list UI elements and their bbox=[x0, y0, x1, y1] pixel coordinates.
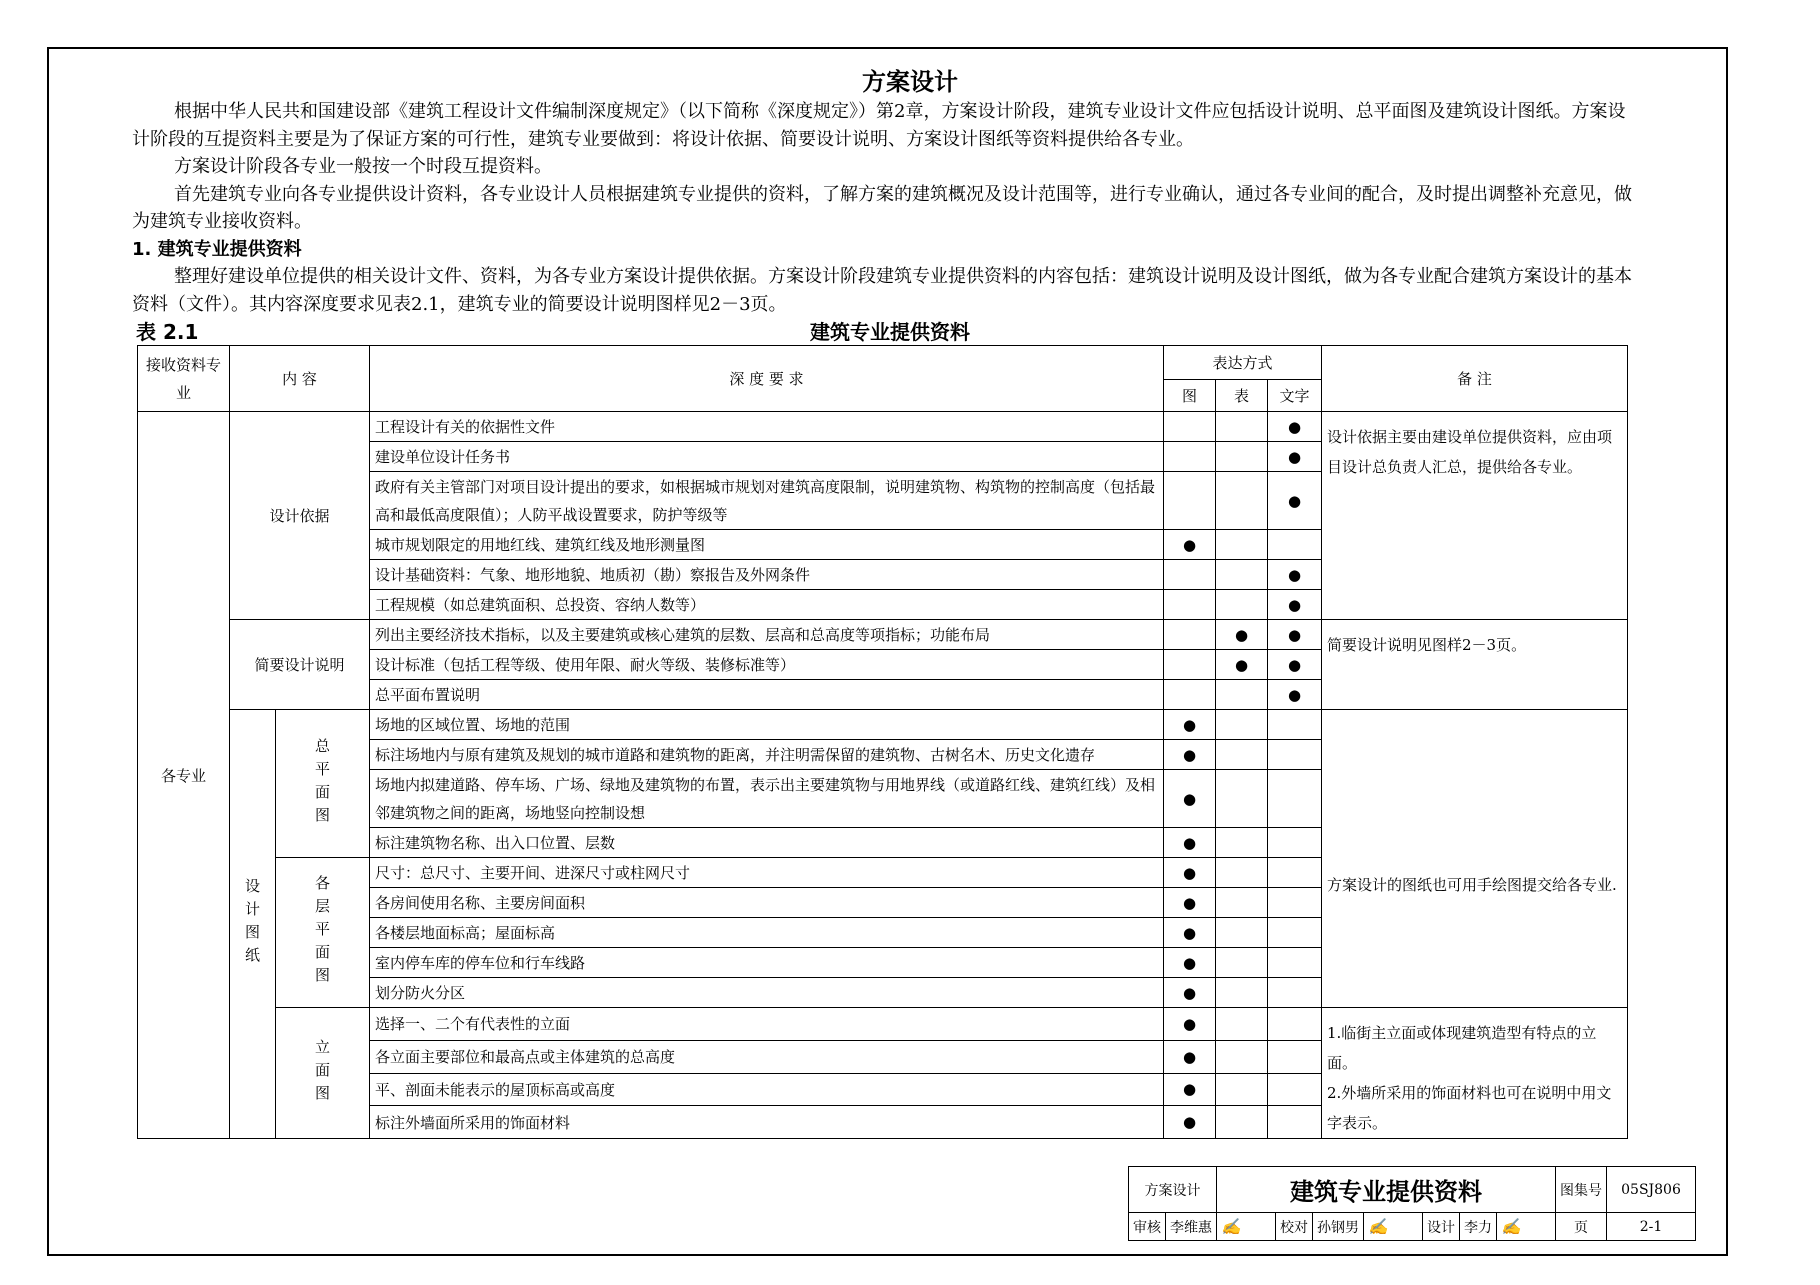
section-heading: 1. 建筑专业提供资料 bbox=[132, 238, 302, 260]
header-fig: 图 bbox=[1164, 380, 1216, 412]
mark-fig: ● bbox=[1164, 530, 1216, 560]
paragraph-1: 根据中华人民共和国建设部《建筑工程设计文件编制深度规定》（以下简称《深度规定》）第2章，方案设计阶段，建筑专业设计文件应包括设计说明、总平面图及建筑设计图纸。方案设计阶段的互提资料主要是为了保证方案的可行性，建筑专业要做到：将设计依据、简要设计说明、方案设计图纸等资料提供给各专业。 bbox=[132, 101, 1626, 150]
header-depth: 深 度 要 求 bbox=[370, 346, 1164, 412]
mark-fig: ● bbox=[1164, 888, 1216, 918]
mark-tab bbox=[1216, 590, 1268, 620]
design-label: 设计 bbox=[1423, 1213, 1460, 1241]
mark-tab bbox=[1216, 1040, 1268, 1073]
mark-text bbox=[1268, 858, 1322, 888]
mark-tab bbox=[1216, 1073, 1268, 1106]
row-text: 场地内拟建道路、停车场、广场、绿地及建筑物的布置，表示出主要建筑物与用地界线（或道路红线、建筑红线）及相邻建筑物之间的距离，场地竖向控制设想 bbox=[370, 770, 1164, 828]
mark-tab bbox=[1216, 858, 1268, 888]
paragraph-2: 方案设计阶段各专业一般按一个时段互提资料。 bbox=[174, 156, 552, 177]
designer-name: 李力 bbox=[1460, 1213, 1497, 1241]
mark-tab bbox=[1216, 472, 1268, 530]
row-text: 标注外墙面所采用的饰面材料 bbox=[370, 1106, 1164, 1139]
table-title: 建筑专业提供资料 bbox=[810, 320, 970, 344]
paragraph-3: 首先建筑专业向各专业提供设计资料，各专业设计人员根据建筑专业提供的资料，了解方案的建筑概况及设计范围等，进行专业确认，通过各专业间的配合，及时提出调整补充意见，做为建筑专业接收资料。 bbox=[132, 183, 1632, 232]
mark-text: ● bbox=[1268, 472, 1322, 530]
page-number: 2-1 bbox=[1607, 1213, 1696, 1241]
mark-fig bbox=[1164, 442, 1216, 472]
proofer-signature bbox=[1364, 1213, 1423, 1241]
mark-fig: ● bbox=[1164, 770, 1216, 828]
mark-text bbox=[1268, 530, 1322, 560]
row-text: 室内停车库的停车位和行车线路 bbox=[370, 948, 1164, 978]
mark-fig: ● bbox=[1164, 948, 1216, 978]
designer-signature bbox=[1497, 1213, 1556, 1241]
mark-tab bbox=[1216, 530, 1268, 560]
body-text bbox=[132, 98, 1632, 318]
mark-text bbox=[1268, 1073, 1322, 1106]
group-floor-plans: 各层平面图 bbox=[276, 858, 370, 1008]
mark-fig bbox=[1164, 680, 1216, 710]
mark-text bbox=[1268, 888, 1322, 918]
atlas-number: 05SJ806 bbox=[1607, 1167, 1696, 1213]
mark-tab bbox=[1216, 948, 1268, 978]
header-content: 内 容 bbox=[230, 346, 370, 412]
requirements-table bbox=[137, 345, 1628, 1139]
mark-text bbox=[1268, 918, 1322, 948]
group-site-plan: 总平面图 bbox=[276, 710, 370, 858]
mark-fig: ● bbox=[1164, 710, 1216, 740]
mark-text: ● bbox=[1268, 680, 1322, 710]
mark-fig bbox=[1164, 650, 1216, 680]
mark-tab: ● bbox=[1216, 650, 1268, 680]
mark-text bbox=[1268, 1106, 1322, 1139]
row-text: 工程规模（如总建筑面积、总投资、容纳人数等） bbox=[370, 590, 1164, 620]
row-text: 划分防火分区 bbox=[370, 978, 1164, 1008]
mark-text bbox=[1268, 740, 1322, 770]
header-receiver: 接收资料专业 bbox=[138, 346, 230, 412]
group-brief: 简要设计说明 bbox=[230, 620, 370, 710]
mark-text: ● bbox=[1268, 650, 1322, 680]
row-text: 场地的区域位置、场地的范围 bbox=[370, 710, 1164, 740]
row-text: 设计标准（包括工程等级、使用年限、耐火等级、装修标准等） bbox=[370, 650, 1164, 680]
row-text: 各立面主要部位和最高点或主体建筑的总高度 bbox=[370, 1040, 1164, 1073]
mark-tab bbox=[1216, 680, 1268, 710]
mark-text: ● bbox=[1268, 590, 1322, 620]
mark-fig: ● bbox=[1164, 1106, 1216, 1139]
header-tab: 表 bbox=[1216, 380, 1268, 412]
drawing-name: 建筑专业提供资料 bbox=[1217, 1167, 1556, 1213]
row-text: 各楼层地面标高；屋面标高 bbox=[370, 918, 1164, 948]
group-elevations: 立面图 bbox=[276, 1008, 370, 1139]
section-paragraph: 整理好建设单位提供的相关设计文件、资料，为各专业方案设计提供依据。方案设计阶段建筑专业提供资料的内容包括：建筑设计说明及设计图纸，做为各专业配合建筑方案设计的基本资料（文件）。其内容深度要求见表2.1，建筑专业的简要设计说明图样见2－3页。 bbox=[132, 266, 1632, 315]
mark-tab bbox=[1216, 770, 1268, 828]
row-text: 标注建筑物名称、出入口位置、层数 bbox=[370, 828, 1164, 858]
row-text: 各房间使用名称、主要房间面积 bbox=[370, 888, 1164, 918]
row-text: 设计基础资料：气象、地形地貌、地质初（勘）察报告及外网条件 bbox=[370, 560, 1164, 590]
mark-text bbox=[1268, 1008, 1322, 1041]
receiver-cell: 各专业 bbox=[138, 412, 230, 1139]
row-text: 列出主要经济技术指标，以及主要建筑或核心建筑的层数、层高和总高度等项指标；功能布局 bbox=[370, 620, 1164, 650]
header-text: 文字 bbox=[1268, 380, 1322, 412]
row-text: 工程设计有关的依据性文件 bbox=[370, 412, 1164, 442]
row-text: 总平面布置说明 bbox=[370, 680, 1164, 710]
mark-fig: ● bbox=[1164, 1040, 1216, 1073]
group-drawings: 设计图纸 bbox=[230, 710, 276, 1139]
row-text: 平、剖面未能表示的屋顶标高或高度 bbox=[370, 1073, 1164, 1106]
header-expression: 表达方式 bbox=[1164, 346, 1322, 380]
row-text: 建设单位设计任务书 bbox=[370, 442, 1164, 472]
mark-text: ● bbox=[1268, 560, 1322, 590]
mark-fig bbox=[1164, 560, 1216, 590]
mark-tab bbox=[1216, 412, 1268, 442]
stage-label: 方案设计 bbox=[1129, 1167, 1217, 1213]
row-text: 标注场地内与原有建筑及规划的城市道路和建筑物的距离，并注明需保留的建筑物、古树名木、历史文化遗存 bbox=[370, 740, 1164, 770]
remark-brief: 简要设计说明见图样2－3页。 bbox=[1322, 620, 1628, 710]
mark-fig bbox=[1164, 472, 1216, 530]
page-label: 页 bbox=[1556, 1213, 1607, 1241]
group-basis: 设计依据 bbox=[230, 412, 370, 620]
mark-fig: ● bbox=[1164, 1008, 1216, 1041]
review-label: 审核 bbox=[1129, 1213, 1166, 1241]
mark-text: ● bbox=[1268, 412, 1322, 442]
row-text: 选择一、二个有代表性的立面 bbox=[370, 1008, 1164, 1041]
mark-tab bbox=[1216, 828, 1268, 858]
mark-text: ● bbox=[1268, 442, 1322, 472]
mark-tab bbox=[1216, 1008, 1268, 1041]
mark-tab bbox=[1216, 560, 1268, 590]
header-remark: 备 注 bbox=[1322, 346, 1628, 412]
row-text: 政府有关主管部门对项目设计提出的要求，如根据城市规划对建筑高度限制，说明建筑物、构筑物的控制高度（包括最高和最低高度限值）；人防平战设置要求，防护等级等 bbox=[370, 472, 1164, 530]
mark-text bbox=[1268, 828, 1322, 858]
mark-text: ● bbox=[1268, 620, 1322, 650]
reviewer-signature bbox=[1217, 1213, 1276, 1241]
mark-text bbox=[1268, 710, 1322, 740]
mark-tab bbox=[1216, 740, 1268, 770]
mark-fig: ● bbox=[1164, 740, 1216, 770]
page-title: 方案设计 bbox=[862, 68, 958, 96]
remark-elevations: 1.临街主立面或体现建筑造型有特点的立面。 2.外墙所采用的饰面材料也可在说明中用文字表示。 bbox=[1322, 1008, 1628, 1139]
mark-fig bbox=[1164, 412, 1216, 442]
mark-tab bbox=[1216, 978, 1268, 1008]
remark-basis: 设计依据主要由建设单位提供资料，应由项目设计总负责人汇总，提供给各专业。 bbox=[1322, 412, 1628, 620]
mark-tab bbox=[1216, 442, 1268, 472]
title-block bbox=[1128, 1166, 1696, 1241]
reviewer-name: 李维惠 bbox=[1166, 1213, 1217, 1241]
proof-label: 校对 bbox=[1276, 1213, 1313, 1241]
table-id: 表 2.1 bbox=[136, 320, 199, 344]
mark-text bbox=[1268, 948, 1322, 978]
mark-tab: ● bbox=[1216, 620, 1268, 650]
mark-tab bbox=[1216, 710, 1268, 740]
mark-tab bbox=[1216, 888, 1268, 918]
mark-fig: ● bbox=[1164, 1073, 1216, 1106]
signature-mark: ✍ bbox=[1501, 1217, 1521, 1236]
mark-fig: ● bbox=[1164, 978, 1216, 1008]
row-text: 尺寸：总尺寸、主要开间、进深尺寸或柱网尺寸 bbox=[370, 858, 1164, 888]
mark-fig: ● bbox=[1164, 828, 1216, 858]
remark-drawings: 方案设计的图纸也可用手绘图提交给各专业. bbox=[1322, 710, 1628, 1008]
mark-fig bbox=[1164, 590, 1216, 620]
proofer-name: 孙钢男 bbox=[1313, 1213, 1364, 1241]
atlas-label: 图集号 bbox=[1556, 1167, 1607, 1213]
mark-tab bbox=[1216, 1106, 1268, 1139]
mark-fig: ● bbox=[1164, 858, 1216, 888]
signature-mark: ✍ bbox=[1221, 1217, 1241, 1236]
mark-text bbox=[1268, 770, 1322, 828]
row-text: 城市规划限定的用地红线、建筑红线及地形测量图 bbox=[370, 530, 1164, 560]
mark-text bbox=[1268, 978, 1322, 1008]
signature-mark: ✍ bbox=[1368, 1217, 1388, 1236]
mark-tab bbox=[1216, 918, 1268, 948]
mark-text bbox=[1268, 1040, 1322, 1073]
mark-fig: ● bbox=[1164, 918, 1216, 948]
mark-fig bbox=[1164, 620, 1216, 650]
